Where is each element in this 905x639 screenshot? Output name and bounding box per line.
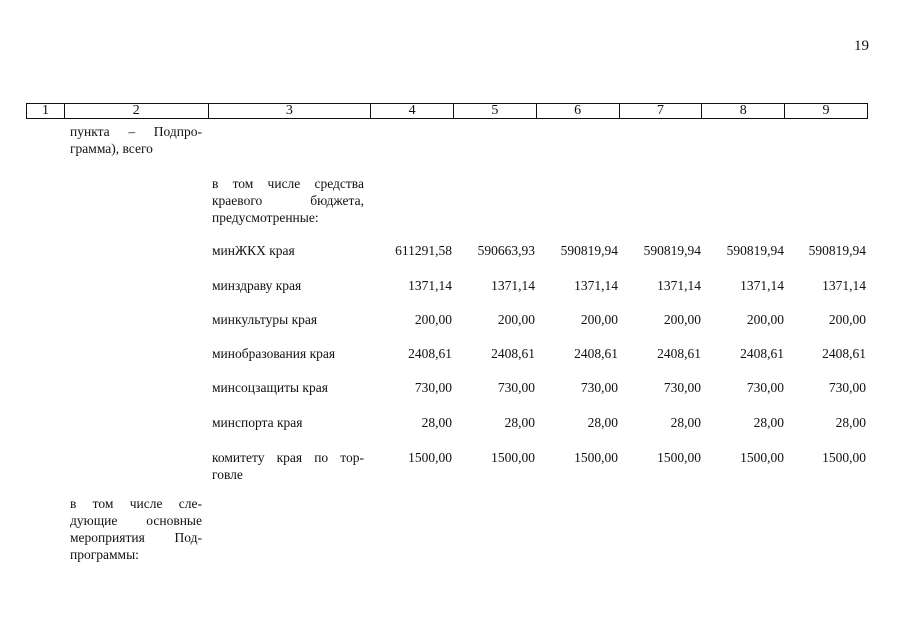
value-cell: 730,00 bbox=[497, 380, 535, 395]
value-cell: 590819,94 bbox=[726, 243, 784, 258]
value-cell: 730,00 bbox=[414, 380, 452, 395]
value-cell: 1500,00 bbox=[408, 450, 452, 465]
text-line: в том числе средства bbox=[212, 176, 364, 191]
value-cell: 730,00 bbox=[663, 380, 701, 395]
table-row bbox=[212, 277, 868, 311]
value-cell: 2408,61 bbox=[822, 346, 866, 361]
header-cell-5: 5 bbox=[454, 104, 537, 118]
header-cell-7: 7 bbox=[620, 104, 703, 118]
table-row bbox=[212, 345, 868, 379]
value-cell: 2408,61 bbox=[740, 346, 784, 361]
value-cell: 200,00 bbox=[580, 312, 618, 327]
row-label bbox=[212, 414, 364, 431]
row-label bbox=[212, 345, 364, 362]
header-cell-4: 4 bbox=[371, 104, 454, 118]
value-cell: 1371,14 bbox=[574, 278, 618, 293]
value-cell: 2408,61 bbox=[657, 346, 701, 361]
header-cell-8: 8 bbox=[702, 104, 785, 118]
header-cell-2: 2 bbox=[65, 104, 209, 118]
value-cell: 1500,00 bbox=[657, 450, 701, 465]
table-row bbox=[212, 379, 868, 413]
text-line: грамма), всего bbox=[70, 141, 153, 156]
col2-bottom-text bbox=[70, 495, 202, 563]
value-cell: 590819,94 bbox=[643, 243, 701, 258]
row-label bbox=[212, 277, 364, 294]
label-line: минсоцзащиты края bbox=[212, 380, 328, 395]
row-label bbox=[212, 311, 364, 328]
value-cell: 28,00 bbox=[753, 415, 784, 430]
text-line: предусмотренные: bbox=[212, 210, 319, 225]
value-cell: 590819,94 bbox=[808, 243, 866, 258]
header-cell-9: 9 bbox=[822, 103, 830, 118]
value-cell: 1371,14 bbox=[408, 278, 452, 293]
value-cell: 200,00 bbox=[663, 312, 701, 327]
value-cell: 28,00 bbox=[670, 415, 701, 430]
table-row bbox=[212, 414, 868, 448]
col2-top-text bbox=[70, 123, 202, 157]
value-cell: 611291,58 bbox=[395, 243, 452, 258]
value-cell: 590663,93 bbox=[477, 243, 535, 258]
value-cell: 1371,14 bbox=[657, 278, 701, 293]
table-header-row bbox=[26, 103, 868, 119]
table-row bbox=[212, 242, 868, 276]
value-cell: 2408,61 bbox=[408, 346, 452, 361]
value-cell: 1371,14 bbox=[740, 278, 784, 293]
value-cell: 2408,61 bbox=[574, 346, 618, 361]
table-row bbox=[212, 311, 868, 345]
row-label bbox=[212, 449, 364, 483]
label-line: говле bbox=[212, 467, 243, 482]
value-cell: 2408,61 bbox=[491, 346, 535, 361]
col3-intro-text bbox=[212, 175, 364, 226]
header-cell-1: 1 bbox=[27, 104, 65, 118]
text-line: мероприятия Под- bbox=[70, 530, 202, 545]
label-line: минздраву края bbox=[212, 278, 302, 293]
value-cell: 28,00 bbox=[504, 415, 535, 430]
value-cell: 28,00 bbox=[421, 415, 452, 430]
value-cell: 590819,94 bbox=[560, 243, 618, 258]
header-cell-3: 3 bbox=[209, 104, 372, 118]
value-cell: 28,00 bbox=[587, 415, 618, 430]
label-line: минобразования края bbox=[212, 346, 336, 361]
value-cell: 200,00 bbox=[746, 312, 784, 327]
value-cell: 28,00 bbox=[835, 415, 866, 430]
value-cell: 730,00 bbox=[828, 380, 866, 395]
label-line: минЖКХ края bbox=[212, 243, 295, 258]
row-label bbox=[212, 379, 364, 396]
table-row bbox=[212, 449, 868, 483]
label-line: комитету края по тор- bbox=[212, 450, 364, 465]
page-number: 19 bbox=[854, 38, 869, 54]
value-cell: 200,00 bbox=[414, 312, 452, 327]
text-line: пункта – Подпро- bbox=[70, 124, 202, 139]
value-cell: 1500,00 bbox=[574, 450, 618, 465]
text-line: в том числе сле- bbox=[70, 496, 202, 511]
value-cell: 730,00 bbox=[746, 380, 784, 395]
row-label bbox=[212, 242, 364, 259]
header-cell-6: 6 bbox=[537, 104, 620, 118]
label-line: минспорта края bbox=[212, 415, 303, 430]
text-line: краевого бюджета, bbox=[212, 193, 364, 208]
label-line: минкультуры края bbox=[212, 312, 318, 327]
value-cell: 1500,00 bbox=[491, 450, 535, 465]
value-cell: 200,00 bbox=[828, 312, 866, 327]
value-cell: 1371,14 bbox=[491, 278, 535, 293]
value-cell: 730,00 bbox=[580, 380, 618, 395]
value-cell: 200,00 bbox=[497, 312, 535, 327]
value-cell: 1371,14 bbox=[822, 278, 866, 293]
value-cell: 1500,00 bbox=[822, 450, 866, 465]
text-line: программы: bbox=[70, 547, 139, 562]
value-cell: 1500,00 bbox=[740, 450, 784, 465]
text-line: дующие основные bbox=[70, 513, 202, 528]
